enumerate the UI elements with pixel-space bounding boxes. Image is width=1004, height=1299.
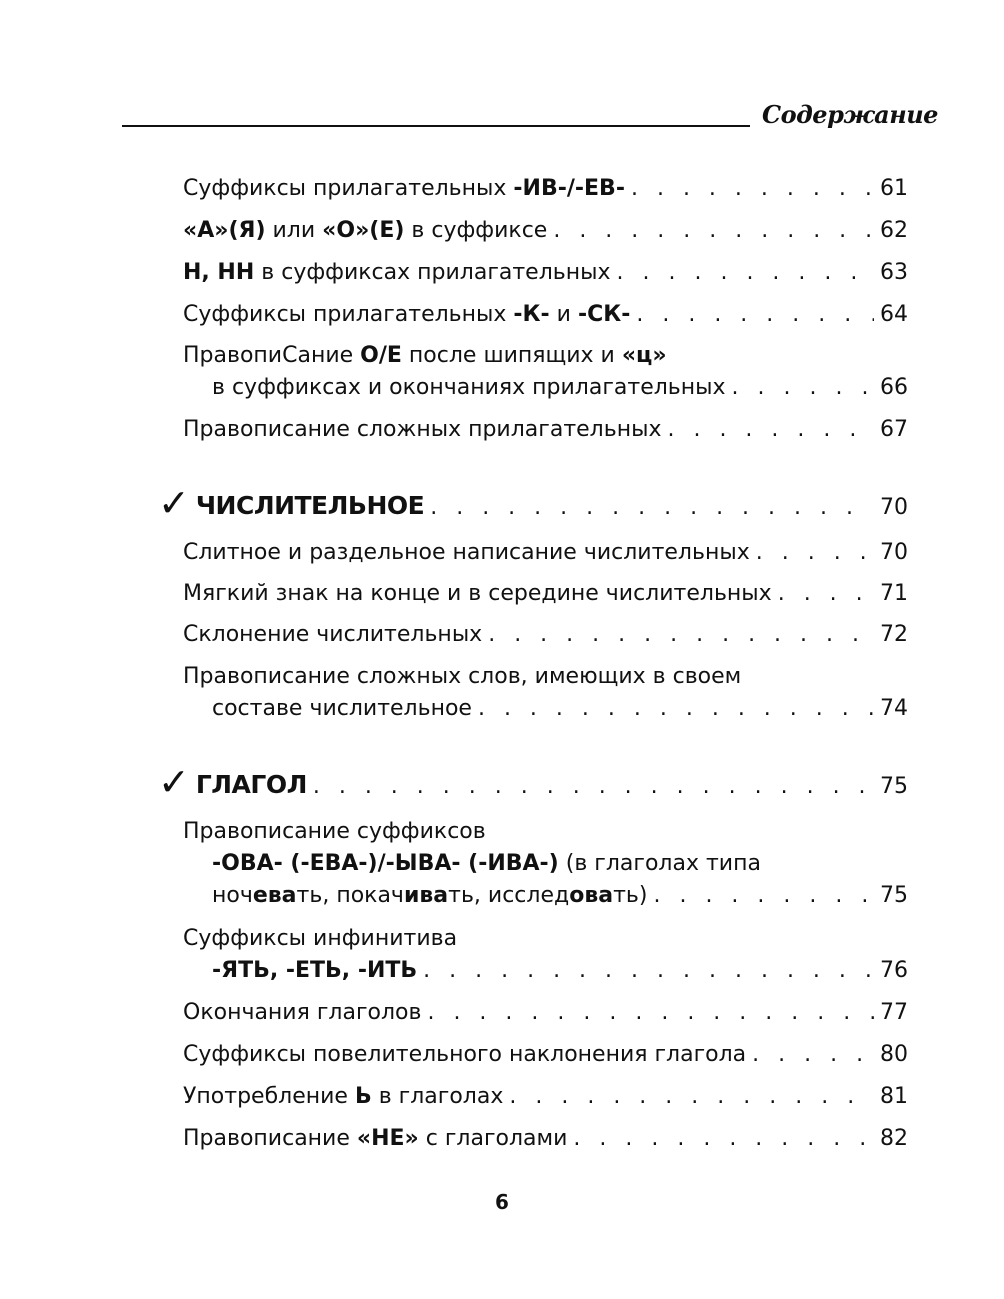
toc-entry[interactable] [183, 1082, 908, 1112]
toc-entry[interactable] [183, 620, 908, 650]
toc-entry[interactable] [183, 998, 908, 1028]
toc-entry[interactable] [183, 415, 908, 445]
toc-entry-page: 82 [880, 1126, 908, 1151]
toc-entry-title: в суффиксах и окончаниях прилагательных [212, 375, 726, 400]
toc-section-numeral[interactable] [158, 481, 908, 525]
toc-entry-title: Мягкий знак на конце и в середине числительных [183, 581, 772, 606]
toc-section-title: ✓ ГЛАГОЛ [158, 760, 307, 804]
toc-entry-title-line1[interactable]: Правописание сложных слов, имеющих в своем [183, 664, 742, 689]
toc-entry-title: составе числительное [212, 696, 472, 721]
toc-entry-title: ночевать, покачивать, исследовать) [212, 883, 648, 908]
toc-entry-title: Правописание сложных прилагательных [183, 417, 662, 442]
toc-entry-title-line2[interactable]: -ОВА- (-ЕВА-)/-ЫВА- (-ИВА-) (в глаголах типа [212, 851, 761, 876]
toc-entry[interactable] [212, 956, 908, 986]
toc-entry-page: 62 [880, 218, 908, 243]
toc-entry-page: 76 [880, 958, 908, 983]
dot-leader [488, 620, 874, 650]
toc-entry-page: 64 [880, 302, 908, 327]
toc-entry-title: Склонение числительных [183, 622, 483, 647]
dot-leader [423, 956, 874, 986]
toc-entry-page: 61 [880, 176, 908, 201]
toc-entry-title: Окончания глаголов [183, 1000, 422, 1025]
dot-leader [756, 538, 874, 568]
dot-leader [667, 415, 874, 445]
toc-entry-page: 75 [880, 883, 908, 908]
dot-leader [427, 998, 874, 1028]
toc-entry-title: Суффиксы прилагательных -К- и -СК- [183, 302, 631, 327]
dot-leader [617, 258, 874, 288]
toc-entry-title: -ЯТЬ, -ЕТЬ, -ИТЬ [212, 958, 418, 983]
dot-leader [778, 579, 874, 609]
dot-leader [631, 174, 874, 204]
toc-entry-title: Слитное и раздельное написание числительных [183, 540, 750, 565]
toc-entry[interactable] [183, 1040, 908, 1070]
dot-leader [478, 694, 874, 724]
toc-entry[interactable] [183, 579, 908, 609]
toc-entry[interactable] [183, 174, 908, 204]
dot-leader [653, 881, 874, 911]
toc-section-page: 70 [880, 495, 908, 520]
toc-entry-page: 80 [880, 1042, 908, 1067]
toc-entry[interactable] [183, 258, 908, 288]
toc-entry-title: Правописание «НЕ» с глаголами [183, 1126, 568, 1151]
toc-entry-page: 66 [880, 375, 908, 400]
toc-entry-title-line1[interactable]: Суффиксы инфинитива [183, 926, 458, 951]
toc-entry[interactable] [212, 373, 908, 403]
toc-section-title: ✓ ЧИСЛИТЕЛЬНОЕ [158, 481, 425, 525]
toc-entry-page: 81 [880, 1084, 908, 1109]
page-number: 6 [495, 1190, 509, 1214]
toc-section-verb[interactable] [158, 760, 908, 804]
toc-entry-title: Употребление Ь в глаголах [183, 1084, 504, 1109]
toc-entry-page: 70 [880, 540, 908, 565]
toc-entry[interactable] [183, 300, 908, 330]
dot-leader [509, 1082, 874, 1112]
checkmark-icon: ✓ [158, 760, 190, 804]
toc-entry-title: Суффиксы прилагательных -ИВ-/-ЕВ- [183, 176, 625, 201]
toc-entry-page: 63 [880, 260, 908, 285]
toc-entry[interactable] [183, 538, 908, 568]
toc-entry-page: 71 [880, 581, 908, 606]
checkmark-icon: ✓ [158, 481, 190, 525]
toc-entry-title-line1[interactable]: Правописание суффиксов [183, 819, 486, 844]
dot-leader [732, 373, 874, 403]
toc-entry-title: Н, НН в суффиксах прилагательных [183, 260, 611, 285]
dot-leader [430, 493, 874, 523]
toc-entry-page: 72 [880, 622, 908, 647]
toc-entry-page: 74 [880, 696, 908, 721]
dot-leader [752, 1040, 874, 1070]
toc-entry-page: 67 [880, 417, 908, 442]
dot-leader [573, 1124, 874, 1154]
toc-section-page: 75 [880, 774, 908, 799]
toc-entry[interactable] [212, 694, 908, 724]
toc-entry-title: «А»(Я) или «О»(Е) в суффиксе [183, 218, 548, 243]
toc-entry-page: 77 [880, 1000, 908, 1025]
toc-entry[interactable] [183, 216, 908, 246]
toc-entry[interactable] [183, 1124, 908, 1154]
toc-entry-title: Суффиксы повелительного наклонения глагола [183, 1042, 747, 1067]
dot-leader [553, 216, 874, 246]
dot-leader [636, 300, 874, 330]
toc-entry-title-line1[interactable]: ПравопиСание О/Е после шипящих и «ц» [183, 343, 667, 368]
toc-entry[interactable] [212, 881, 908, 911]
dot-leader [313, 772, 874, 802]
header-rule [122, 125, 750, 127]
header-title: Содержание [762, 100, 938, 129]
